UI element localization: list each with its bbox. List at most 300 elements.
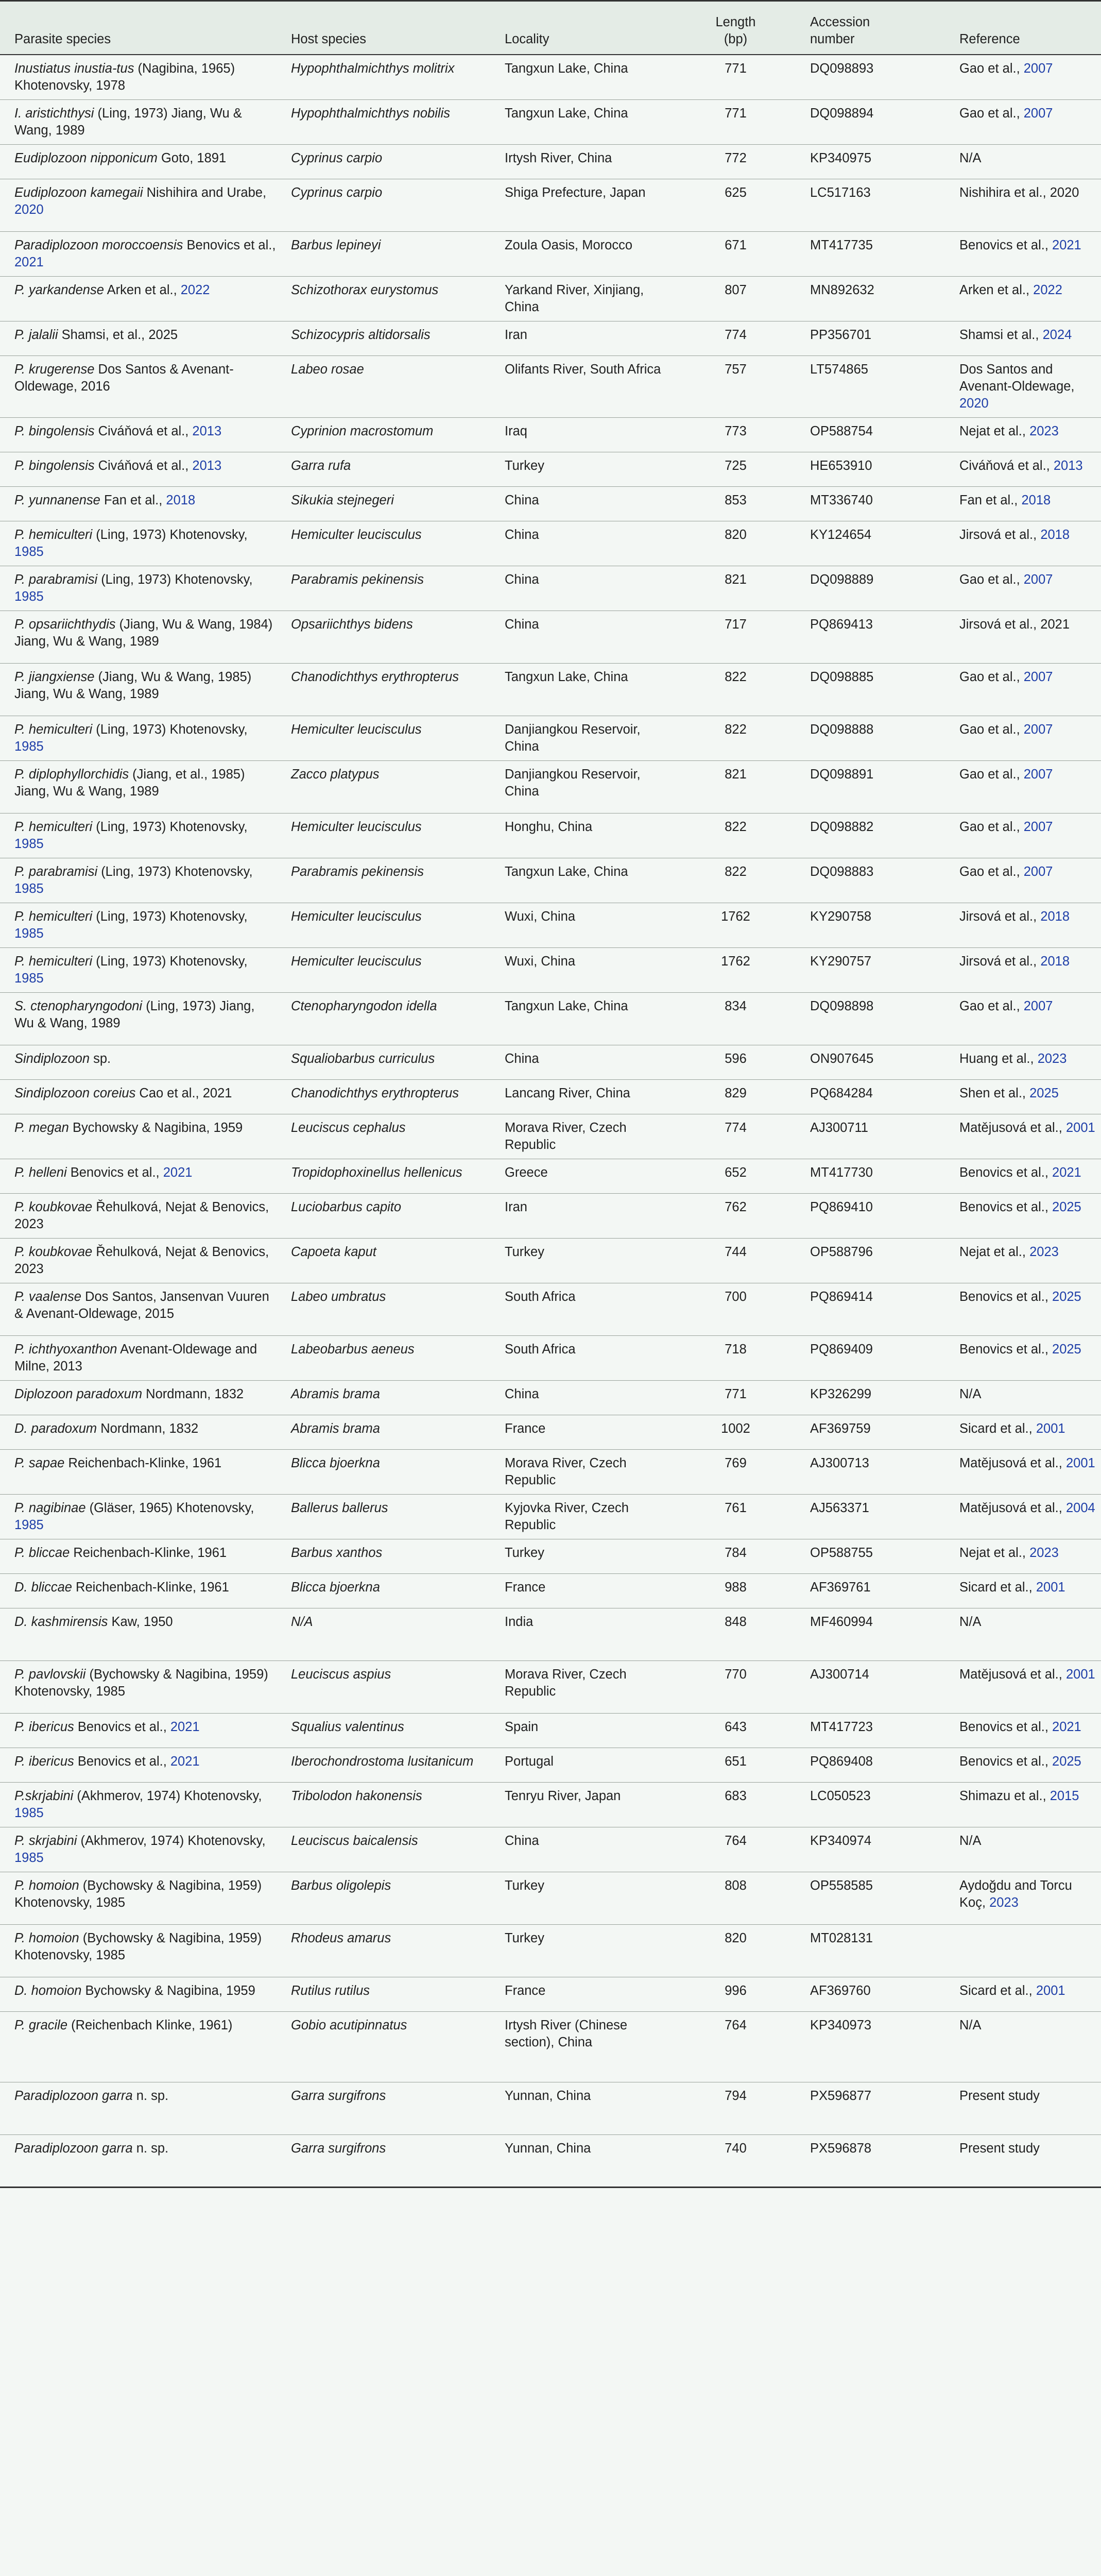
header-length-line1: Length [715,14,756,29]
host-species: Blicca bjoerkna [277,1573,490,1608]
parasite-name: P. jalalii [14,327,58,342]
locality: China [490,611,676,663]
accession-number: DQ098891 [796,760,945,813]
reference-year-link[interactable]: 2025 [1052,1754,1081,1769]
sequence-length: 770 [676,1660,796,1713]
parasite-cell [0,1159,277,1193]
reference-text: Fan et al., [959,493,1022,507]
header-locality: Locality [490,1,676,55]
parasite-citation-year[interactable]: 2021 [14,255,44,269]
parasite-cell [0,1608,277,1660]
reference-year-link[interactable]: 2007 [1023,106,1053,121]
table-row [0,1977,1101,2011]
parasite-cell [0,1827,277,1872]
parasite-name: P. hemiculteri [14,954,93,969]
parasite-authority: (Nagibina, 1965) Khotenovsky, 1978 [14,61,235,93]
reference-year-link[interactable]: 2007 [1023,998,1053,1013]
accession-number: MN892632 [796,276,945,321]
accession-number: KP326299 [796,1380,945,1415]
parasite-name: I. aristichthysi [14,106,94,121]
parasite-authority: Dos Santos, Jansenvan Vuuren & Avenant-Oldewage, 2015 [14,1289,269,1321]
reference-cell [945,1494,1101,1539]
reference-year-link[interactable]: 2025 [1052,1289,1081,1304]
parasite-authority: Cao et al., 2021 [135,1086,232,1100]
host-species: Leuciscus aspius [277,1660,490,1713]
reference-year-link[interactable]: 2018 [1040,909,1070,924]
parasite-cell [0,1782,277,1827]
accession-number: KY290757 [796,947,945,992]
parasite-citation-year[interactable]: 2021 [163,1165,193,1180]
accession-number: LC517163 [796,179,945,231]
locality: Tenryu River, Japan [490,1782,676,1827]
parasite-name: P. bingolensis [14,423,95,438]
table-row [0,452,1101,486]
accession-number: PQ684284 [796,1079,945,1114]
parasite-authority: Civáňová et al., [94,458,193,473]
reference-text: Nejat et al., [959,1244,1030,1259]
accession-number: MT336740 [796,486,945,521]
accession-number: AJ300711 [796,1114,945,1159]
reference-cell [945,1539,1101,1573]
parasite-cell [0,663,277,716]
accession-number: DQ098898 [796,992,945,1045]
header-accession-line2: number [810,31,855,46]
parasite-citation-year[interactable]: 2020 [14,202,44,217]
host-species: Hypophthalmichthys molitrix [277,55,490,100]
parasite-authority: Nordmann, 1832 [142,1386,244,1401]
sequence-length: 988 [676,1573,796,1608]
parasite-citation-year[interactable]: 1985 [14,881,44,896]
reference-text: N/A [959,1386,982,1401]
parasite-cell [0,1380,277,1415]
reference-text: Benovics et al., [959,1754,1053,1769]
host-species: Gobio acutipinnatus [277,2011,490,2082]
accession-number: KY124654 [796,521,945,566]
accession-number: PQ869408 [796,1748,945,1782]
locality: Zoula Oasis, Morocco [490,231,676,276]
parasite-authority: Benovics et al., [74,1754,170,1769]
accession-number: AF369761 [796,1573,945,1608]
reference-cell [945,276,1101,321]
reference-year-link[interactable]: 2020 [959,396,989,411]
host-species: Chanodichthys erythropterus [277,1079,490,1114]
reference-text: Sicard et al., [959,1983,1036,1998]
sequence-length: 829 [676,1079,796,1114]
parasite-name: P. koubkovae [14,1244,93,1259]
parasite-citation-year[interactable]: 2021 [170,1754,200,1769]
locality: China [490,566,676,611]
reference-cell [945,947,1101,992]
accession-number: OP588796 [796,1238,945,1283]
sequence-length: 820 [676,521,796,566]
parasite-name: P. ibericus [14,1719,74,1734]
reference-year-link[interactable]: 2021 [1052,238,1081,252]
reference-cell [945,452,1101,486]
table-row [0,663,1101,716]
reference-year-link[interactable]: 2007 [1023,61,1053,76]
sequence-length: 740 [676,2134,796,2187]
locality: South Africa [490,1283,676,1335]
reference-cell [945,1827,1101,1872]
reference-year-link[interactable]: 2023 [1029,423,1059,438]
accession-number: AJ300714 [796,1660,945,1713]
reference-year-link[interactable]: 2021 [1052,1719,1081,1734]
table-row [0,1660,1101,1713]
accession-number: PX596877 [796,2082,945,2134]
parasite-citation-year[interactable]: 2013 [192,458,222,473]
host-species: Luciobarbus capito [277,1193,490,1238]
parasite-authority: (Bychowsky & Nagibina, 1959) Khotenovsky, 1985 [14,1667,268,1699]
locality: Turkey [490,1924,676,1977]
parasite-citation-year[interactable]: 1985 [14,739,44,754]
header-length [676,1,796,55]
sequence-length: 625 [676,179,796,231]
host-species: Abramis brama [277,1415,490,1449]
reference-year-link[interactable]: 2013 [1053,458,1083,473]
reference-text: Aydoğdu and Torcu Koç, [959,1878,1072,1910]
parasite-cell [0,144,277,179]
sequence-length: 808 [676,1872,796,1924]
host-species: Squaliobarbus curriculus [277,1045,490,1079]
host-species: Leuciscus baicalensis [277,1827,490,1872]
reference-text: Benovics et al., [959,1165,1053,1180]
reference-text: Benovics et al., [959,1719,1053,1734]
table-row [0,1782,1101,1827]
parasite-name: Paradiplozoon garra [14,2141,133,2156]
parasite-name: D. homoion [14,1983,82,1998]
host-species: Barbus oligolepis [277,1872,490,1924]
header-host: Host species [277,1,490,55]
host-species: Abramis brama [277,1380,490,1415]
reference-year-link[interactable]: 2001 [1036,1421,1065,1436]
parasite-name: P. megan [14,1120,69,1135]
parasite-name: P. nagibinae [14,1500,86,1515]
parasite-cell [0,566,277,611]
parasite-cell [0,1872,277,1924]
parasite-cell [0,1045,277,1079]
reference-cell [945,1748,1101,1782]
reference-year-link[interactable]: 2001 [1065,1455,1095,1470]
reference-cell [945,1045,1101,1079]
parasite-cell [0,1924,277,1977]
accession-number: KY290758 [796,903,945,947]
reference-year-link[interactable]: 2023 [1029,1244,1059,1259]
sequence-length: 996 [676,1977,796,2011]
reference-cell [945,521,1101,566]
reference-year-link[interactable]: 2001 [1036,1983,1065,1998]
reference-cell [945,716,1101,760]
sequence-length: 671 [676,231,796,276]
table-row [0,611,1101,663]
table-row [0,417,1101,452]
table-row [0,947,1101,992]
parasite-citation-year[interactable]: 1985 [14,926,44,941]
host-species: Iberochondrostoma lusitanicum [277,1748,490,1782]
table-row [0,760,1101,813]
reference-year-link[interactable]: 2007 [1023,722,1053,737]
locality: Olifants River, South Africa [490,355,676,417]
locality: Irtysh River, China [490,144,676,179]
host-species: Schizocypris altidorsalis [277,321,490,355]
locality: Tangxun Lake, China [490,55,676,100]
parasite-cell [0,1283,277,1335]
reference-cell [945,1283,1101,1335]
reference-cell [945,858,1101,903]
sequence-length: 773 [676,417,796,452]
host-species: Ballerus ballerus [277,1494,490,1539]
locality: Morava River, Czech Republic [490,1114,676,1159]
sequence-length: 651 [676,1748,796,1782]
parasite-authority: (Jiang, Wu & Wang, 1984) Jiang, Wu & Wang, 1989 [14,617,273,649]
sequence-length: 1002 [676,1415,796,1449]
reference-year-link[interactable]: 2022 [1033,282,1062,297]
parasite-citation-year[interactable]: 1985 [14,544,44,559]
table-row [0,992,1101,1045]
parasite-authority: (Bychowsky & Nagibina, 1959) Khotenovsky, 1985 [14,1878,262,1910]
accession-number: AF369759 [796,1415,945,1449]
reference-year-link[interactable]: 2018 [1040,954,1070,969]
parasite-authority: Nishihira and Urabe, [143,185,267,200]
sequence-length: 757 [676,355,796,417]
locality: Spain [490,1713,676,1748]
parasite-name: P. skrjabini [14,1833,77,1848]
parasite-authority: Bychowsky & Nagibina, 1959 [68,1120,243,1135]
accession-number: AJ300713 [796,1449,945,1494]
accession-number: DQ098889 [796,566,945,611]
host-species: Ctenopharyngodon idella [277,992,490,1045]
accession-number: MT417723 [796,1713,945,1748]
locality: Yunnan, China [490,2134,676,2187]
locality: Turkey [490,1539,676,1573]
parasite-citation-year[interactable]: 1985 [14,836,44,851]
table-row [0,355,1101,417]
host-species: Tropidophoxinellus hellenicus [277,1159,490,1193]
parasite-citation-year[interactable]: 2013 [192,423,222,438]
reference-cell [945,1782,1101,1827]
accession-number: DQ098893 [796,55,945,100]
locality: India [490,1608,676,1660]
parasite-cell [0,716,277,760]
parasite-citation-year[interactable]: 2022 [180,282,210,297]
parasite-name: P. opsariichthydis [14,617,116,632]
reference-cell [945,566,1101,611]
accession-number: AJ563371 [796,1494,945,1539]
reference-year-link[interactable]: 2001 [1065,1120,1095,1135]
reference-year-link[interactable]: 2024 [1042,327,1072,342]
host-species: Parabramis pekinensis [277,566,490,611]
parasite-authority: (Ling, 1973) Khotenovsky, [92,909,248,924]
sequence-length: 821 [676,566,796,611]
reference-cell [945,1872,1101,1924]
reference-text: Dos Santos and Avenant-Oldewage, [959,362,1075,394]
accession-number: MT417735 [796,231,945,276]
reference-year-link[interactable]: 2007 [1023,819,1053,834]
host-species: Blicca bjoerkna [277,1449,490,1494]
reference-text: Sicard et al., [959,1421,1036,1436]
host-species: N/A [277,1608,490,1660]
parasite-citation-year[interactable]: 1985 [14,971,44,986]
parasite-name: P.skrjabini [14,1788,74,1803]
accession-number: MF460994 [796,1608,945,1660]
table-row [0,1079,1101,1114]
parasite-name: D. kashmirensis [14,1614,108,1629]
parasite-name: P. sapae [14,1455,65,1470]
sequence-length: 1762 [676,947,796,992]
reference-year-link[interactable]: 2007 [1023,767,1053,782]
locality: Tangxun Lake, China [490,858,676,903]
reference-year-link[interactable]: 2025 [1052,1342,1081,1357]
locality: Tangxun Lake, China [490,663,676,716]
reference-cell [945,1159,1101,1193]
reference-year-link[interactable]: 2025 [1029,1086,1059,1100]
sequence-length: 744 [676,1238,796,1283]
table-row [0,1449,1101,1494]
table-row [0,99,1101,144]
sequence-length: 784 [676,1539,796,1573]
accession-number: PX596878 [796,2134,945,2187]
locality: Yarkand River, Xinjiang, China [490,276,676,321]
reference-year-link[interactable]: 2007 [1023,864,1053,879]
parasite-authority: Bychowsky & Nagibina, 1959 [81,1983,255,1998]
reference-cell [945,1924,1101,1977]
host-species: Barbus lepineyi [277,231,490,276]
reference-text: N/A [959,1833,982,1848]
reference-year-link[interactable]: 2018 [1021,493,1051,507]
parasite-authority: (Gläser, 1965) Khotenovsky, [85,1500,254,1515]
sequence-length: 822 [676,663,796,716]
reference-cell [945,1449,1101,1494]
parasite-citation-year[interactable]: 2018 [166,493,196,507]
parasite-citation-year[interactable]: 1985 [14,589,44,604]
parasite-citation-year[interactable]: 1985 [14,1517,44,1532]
reference-text: Shamsi et al., [959,327,1043,342]
parasite-citation-year[interactable]: 1985 [14,1850,44,1865]
table-row [0,321,1101,355]
header-accession-line1: Accession [810,14,870,29]
parasite-authority: Řehulková, Nejat & Benovics, 2023 [14,1199,269,1231]
parasite-name: P. yarkandense [14,282,104,297]
parasite-authority: Shamsi, et al., 2025 [58,327,178,342]
sequence-length: 794 [676,2082,796,2134]
reference-cell [945,144,1101,179]
reference-text: Gao et al., [959,669,1024,684]
locality: Tangxun Lake, China [490,992,676,1045]
reference-year-link[interactable]: 2018 [1040,527,1070,542]
sequence-length: 771 [676,99,796,144]
accession-number: DQ098888 [796,716,945,760]
reference-cell [945,1415,1101,1449]
reference-year-link[interactable]: 2025 [1052,1199,1081,1214]
locality: Irtysh River (Chinese section), China [490,2011,676,2082]
parasite-citation-year[interactable]: 2021 [170,1719,200,1734]
parasite-citation-year[interactable]: 1985 [14,1805,44,1820]
reference-year-link[interactable]: 2001 [1065,1667,1095,1682]
reference-year-link[interactable]: 2023 [1029,1545,1059,1560]
parasite-authority: (Ling, 1973) Khotenovsky, [97,572,253,587]
parasite-name: Diplozoon paradoxum [14,1386,143,1401]
parasite-authority: (Akhmerov, 1974) Khotenovsky, [77,1833,266,1848]
reference-text: N/A [959,150,982,165]
sequence-length: 822 [676,813,796,858]
reference-year-link[interactable]: 2015 [1050,1788,1079,1803]
reference-text: Benovics et al., [959,1289,1053,1304]
table-row [0,2011,1101,2082]
reference-year-link[interactable]: 2023 [989,1895,1019,1910]
parasite-cell [0,1238,277,1283]
accession-number: DQ098883 [796,858,945,903]
reference-year-link[interactable]: 2007 [1023,669,1053,684]
host-species: Hemiculter leucisculus [277,903,490,947]
reference-year-link[interactable]: 2007 [1023,572,1053,587]
parasite-cell [0,1415,277,1449]
sequence-length: 822 [676,716,796,760]
reference-cell [945,1660,1101,1713]
table-row [0,1159,1101,1193]
reference-cell [945,1114,1101,1159]
parasite-name: S. ctenopharyngodoni [14,998,143,1013]
host-species: Leuciscus cephalus [277,1114,490,1159]
table-row [0,231,1101,276]
sequence-length: 771 [676,55,796,100]
accession-number: OP588754 [796,417,945,452]
locality: Danjiangkou Reservoir, China [490,760,676,813]
parasite-cell [0,99,277,144]
parasite-authority: Dos Santos & Avenant-Oldewage, 2016 [14,362,234,394]
table-row [0,486,1101,521]
accession-number: DQ098885 [796,663,945,716]
reference-year-link[interactable]: 2023 [1037,1051,1067,1066]
sequence-length: 725 [676,452,796,486]
accession-number: HE653910 [796,452,945,486]
accession-number: MT417730 [796,1159,945,1193]
accession-number: DQ098894 [796,99,945,144]
parasite-name: P. pavlovskii [14,1667,86,1682]
host-species: Garra surgifrons [277,2134,490,2187]
locality: Shiga Prefecture, Japan [490,179,676,231]
reference-text: Gao et al., [959,767,1024,782]
parasite-name: Eudiplozoon kamegaii [14,185,143,200]
reference-cell [945,2082,1101,2134]
parasite-cell [0,1573,277,1608]
reference-cell [945,231,1101,276]
parasite-name: Sindiplozoon [14,1051,90,1066]
accession-number: KP340974 [796,1827,945,1872]
parasite-authority: Benovics et al., [74,1719,170,1734]
reference-text: Gao et al., [959,998,1024,1013]
reference-text: Nishihira et al., 2020 [959,185,1079,200]
sequence-length: 643 [676,1713,796,1748]
accession-number: KP340973 [796,2011,945,2082]
locality: China [490,1380,676,1415]
reference-year-link[interactable]: 2021 [1052,1165,1081,1180]
locality: China [490,1827,676,1872]
reference-cell [945,1193,1101,1238]
parasite-name: Inustiatus inustia-tus [14,61,134,76]
sequence-length: 772 [676,144,796,179]
reference-text: Gao et al., [959,819,1024,834]
reference-text: Benovics et al., [959,1199,1053,1214]
sequence-length: 652 [676,1159,796,1193]
reference-cell [945,2011,1101,2082]
host-species: Cyprinus carpio [277,144,490,179]
locality: China [490,486,676,521]
table-row [0,1238,1101,1283]
parasite-cell [0,521,277,566]
table-row [0,1494,1101,1539]
host-species: Labeo umbratus [277,1283,490,1335]
reference-year-link[interactable]: 2004 [1065,1500,1095,1515]
reference-year-link[interactable]: 2001 [1036,1580,1065,1595]
